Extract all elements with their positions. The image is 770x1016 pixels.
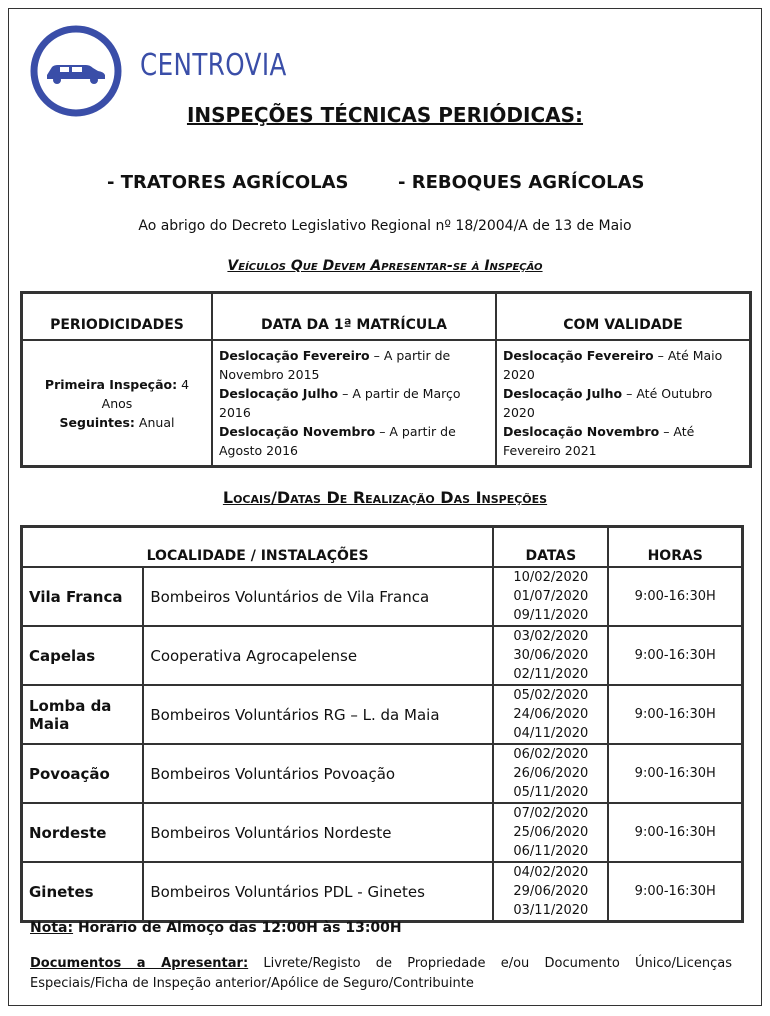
date: 30/06/2020	[513, 648, 589, 663]
date: 24/06/2020	[513, 707, 589, 722]
locations-heading: Locais/Datas De Realização Das Inspeções	[222, 488, 548, 507]
lunch-note	[30, 920, 402, 936]
registration-label: Deslocação Fevereiro	[219, 348, 370, 363]
locations-table	[20, 525, 744, 923]
date: 06/11/2020	[513, 844, 589, 859]
subtitle-trailers: - REBOQUES AGRÍCOLAS	[398, 172, 645, 193]
installation-cell: Bombeiros Voluntários RG – L. da Maia	[143, 685, 493, 744]
hours-cell: 9:00-16:30H	[608, 626, 742, 685]
decree-text: Ao abrigo do Decreto Legislativo Regional nº 18/2004/A de 13 de Maio	[138, 218, 632, 234]
header-dates: DATAS	[493, 527, 608, 567]
date: 01/07/2020	[513, 589, 589, 604]
installation-cell: Bombeiros Voluntários PDL - Ginetes	[143, 862, 493, 921]
header-locality: LOCALIDADE / INSTALAÇÕES	[22, 527, 493, 567]
validity-text: – Até Maio 2020	[503, 348, 723, 382]
documents-label: Documentos a Apresentar:	[30, 956, 249, 971]
table-row	[22, 862, 742, 921]
date: 05/02/2020	[513, 688, 589, 703]
header-validity: COM VALIDADE	[496, 293, 750, 340]
registration-label: Deslocação Julho	[219, 386, 339, 401]
locality-cell: Lomba da Maia	[22, 685, 143, 744]
date: 05/11/2020	[513, 785, 589, 800]
hours-cell: 9:00-16:30H	[608, 567, 742, 626]
first-inspection-value: 4 Anos	[101, 376, 190, 411]
documents-note	[30, 954, 732, 994]
subtitle-tractors: - TRATORES AGRÍCOLAS	[107, 172, 349, 193]
date: 25/06/2020	[513, 825, 589, 840]
dates-cell	[493, 803, 608, 862]
registration-text: – A partir de Agosto 2016	[219, 424, 456, 458]
installation-cell: Bombeiros Voluntários Povoação	[143, 744, 493, 803]
locality-cell: Ginetes	[22, 862, 143, 921]
dates-cell	[493, 862, 608, 921]
validity-label: Deslocação Fevereiro	[503, 348, 654, 363]
dates-cell	[493, 626, 608, 685]
validity-label: Deslocação Julho	[503, 386, 623, 401]
hours-cell: 9:00-16:30H	[608, 685, 742, 744]
validity-text: – Até Outubro 2020	[503, 386, 713, 420]
next-inspection-label: Seguintes:	[59, 414, 135, 430]
table-row	[22, 626, 742, 685]
date: 29/06/2020	[513, 884, 589, 899]
date: 03/11/2020	[513, 903, 589, 918]
installation-cell: Cooperativa Agrocapelense	[143, 626, 493, 685]
hours-cell: 9:00-16:30H	[608, 744, 742, 803]
periodicity-cell	[22, 340, 212, 466]
registration-label: Deslocação Novembro	[219, 424, 376, 439]
first-inspection-label: Primeira Inspeção:	[44, 376, 178, 392]
locality-cell: Vila Franca	[22, 567, 143, 626]
date: 06/02/2020	[513, 747, 589, 762]
registration-text: – A partir de Março 2016	[219, 386, 461, 420]
date: 04/02/2020	[513, 865, 589, 880]
registration-text: – A partir de Novembro 2015	[219, 348, 451, 382]
note-text: Horário de Almoço das 12:00H às 13:00H	[77, 920, 402, 936]
header-periodicity: PERIODICIDADES	[22, 293, 212, 340]
date: 03/02/2020	[513, 629, 589, 644]
locality-cell: Nordeste	[22, 803, 143, 862]
date: 04/11/2020	[513, 726, 589, 741]
table-row	[22, 803, 742, 862]
table-row	[22, 744, 742, 803]
installation-cell: Bombeiros Voluntários de Vila Franca	[143, 567, 493, 626]
validity-label: Deslocação Novembro	[503, 424, 660, 439]
installation-cell: Bombeiros Voluntários Nordeste	[143, 803, 493, 862]
note-label: Nota:	[30, 920, 74, 936]
date: 10/02/2020	[513, 570, 589, 585]
page-title: INSPEÇÕES TÉCNICAS PERIÓDICAS:	[186, 103, 584, 127]
locality-cell: Povoação	[22, 744, 143, 803]
locality-cell: Capelas	[22, 626, 143, 685]
hours-cell: 9:00-16:30H	[608, 803, 742, 862]
registration-cell	[212, 340, 496, 466]
header-registration: DATA DA 1ª MATRÍCULA	[212, 293, 496, 340]
table-row	[22, 685, 742, 744]
next-inspection-value: Anual	[138, 414, 175, 430]
date: 02/11/2020	[513, 667, 589, 682]
dates-cell	[493, 685, 608, 744]
date: 26/06/2020	[513, 766, 589, 781]
car-icon	[47, 65, 105, 84]
hours-cell: 9:00-16:30H	[608, 862, 742, 921]
documents-text: Livrete/Registo de Propriedade e/ou Documento Único/Licenças Especiais/Ficha de Inspeção anterior/Apólice de Seguro/Contribuinte	[30, 956, 732, 991]
table-row	[22, 567, 742, 626]
date: 09/11/2020	[513, 608, 589, 623]
periods-table	[20, 291, 752, 468]
header-hours: HORAS	[608, 527, 742, 567]
dates-cell	[493, 567, 608, 626]
validity-cell	[496, 340, 750, 466]
date: 07/02/2020	[513, 806, 589, 821]
vehicles-heading: Veículos Que Devem Apresentar-se à Inspeção	[227, 258, 543, 274]
validity-text: – Até Fevereiro 2021	[503, 424, 695, 458]
brand-name: CENTROVIA	[140, 48, 287, 83]
dates-cell	[493, 744, 608, 803]
